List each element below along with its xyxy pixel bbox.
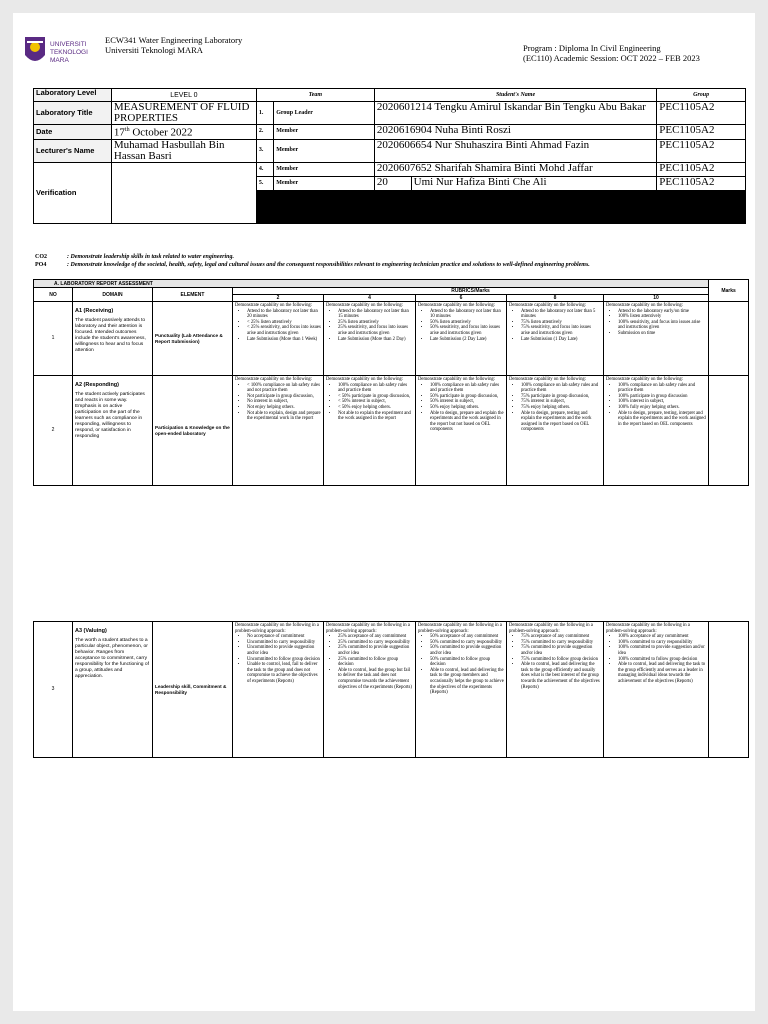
lecturer-label: Lecturer's Name <box>34 139 112 162</box>
rubric-item: • < 25% sensitivity, and focus into issues arise and instructions given <box>247 325 321 336</box>
rubric-cell <box>416 376 507 486</box>
rubric-list <box>606 383 706 428</box>
title-label: Laboratory Title <box>34 102 112 125</box>
rubric-cell <box>416 622 507 758</box>
member-id: 2020616904 <box>376 124 432 136</box>
rubric-table-2 <box>33 621 749 758</box>
member-role: Member <box>274 162 375 176</box>
rubric-intro: Demonstrate capability on the following: <box>418 303 496 308</box>
member-group: PEC1105A2 <box>657 162 746 176</box>
rubric-item: • 100% compliance on lab safety rules and practice them <box>521 383 601 394</box>
member-name: Umi Nur Hafiza Binti Che Ali <box>411 177 657 191</box>
logo-line-1: UNIVERSITI <box>50 41 87 48</box>
date-value: 17th October 2022 <box>111 125 256 140</box>
rubric-item: • 25% listen attentively <box>338 320 413 326</box>
rubric-item: • 25% acceptance of any commitment <box>338 634 413 640</box>
rubric-intro: Demonstrate capability on the following: <box>606 303 684 308</box>
rubric-item: • Attend to the laboratory early/on time <box>618 309 706 315</box>
rubric-table-1 <box>33 279 749 486</box>
rubric-item: • 75% committed to provide suggestion and/or idea <box>521 645 601 656</box>
rubric-item: • 100% participate in group discussion <box>618 394 706 400</box>
member-id-name <box>374 139 656 162</box>
rubric-intro: Demonstrate capability on the following: <box>235 377 313 382</box>
rubric-item: • 100% listen attentively <box>618 314 706 320</box>
rubric-cell <box>507 622 604 758</box>
team-header: Team <box>256 89 374 102</box>
rubric-cell <box>416 302 507 376</box>
member-group: PEC1105A2 <box>657 139 746 162</box>
rubric-intro: Demonstrate capability on the following: <box>606 377 684 382</box>
rubric-item: • 75% interest in subject, <box>521 399 601 405</box>
rubric-cell <box>233 376 324 486</box>
element-cell: Participation & Knowledge on the open-ended laboratory <box>153 376 233 486</box>
logo-line-3: MARA <box>50 57 69 64</box>
student-name-header: Student's Name <box>374 89 656 102</box>
rubric-list <box>418 309 504 343</box>
member-role: Group Leader <box>274 102 375 125</box>
rubric-item: • 100% committed to follow group decision <box>618 657 706 663</box>
rubric-item: • 100% committed to carry responsibility <box>618 640 706 646</box>
member-name: Tengku Amirul Iskandar Bin Tengku Abu Bakar <box>434 101 646 113</box>
rubric-intro: Demonstrate capability on the following in a problem-solving approach: <box>235 623 319 634</box>
rubric-item: • 100% interest in subject, <box>618 399 706 405</box>
university-name: Universiti Teknologi MARA <box>105 45 203 55</box>
rubric-item: • 100% compliance on lab safety rules and practice them <box>430 383 504 394</box>
row-number: 1 <box>34 302 73 376</box>
header-right <box>523 43 700 63</box>
rubric-item: • 50% sensitivity, and focus into issues arise and instructions given <box>430 325 504 336</box>
rubric-item: • Able to design, prepare, testing, interpret and explain the experiments and the work assigned in the report based on OEL components <box>618 411 706 428</box>
section-title: A. LABORATORY REPORT ASSESSMENT <box>34 280 709 288</box>
member-role: Member <box>274 125 375 140</box>
lab-name: ECW341 Water Engineering Laboratory <box>105 35 243 45</box>
domain-cell <box>73 302 153 376</box>
level-label: Laboratory Level <box>34 89 112 102</box>
date-label: Date <box>34 125 112 140</box>
rubric-item: • Late Submission (2 Day Late) <box>430 337 504 343</box>
rubric-item: • No acceptance of commitment <box>247 634 321 640</box>
member-id-name <box>374 102 656 125</box>
rubric-item: • Uncommitted to provide suggestion and/or idea <box>247 645 321 656</box>
rubric-item: • 25% committed to carry responsibility <box>338 640 413 646</box>
rubric-cell <box>507 302 604 376</box>
rubric-list <box>326 309 413 343</box>
member-id: 20 <box>374 177 411 191</box>
verification-label: Verification <box>34 162 112 223</box>
rubric-item: • 25% committed to provide suggestion and/or idea <box>338 645 413 656</box>
rubric-item: • Not participate in group discussion, <box>247 394 321 400</box>
rubric-intro: Demonstrate capability on the following in a problem-solving approach: <box>606 623 690 634</box>
domain-title: A2 (Responding) <box>75 382 119 388</box>
rubric-item: • < 100% compliance on lab safety rules and not practice them <box>247 383 321 394</box>
rubric-item: • Not able to explain the experiment and the work assigned in the report <box>338 411 413 422</box>
domain-title: A1 (Receiving) <box>75 308 114 314</box>
element-cell: Punctuality (Lab Attendance & Report Submission) <box>153 302 233 376</box>
group-header: Group <box>657 89 746 102</box>
rubric-cell <box>233 622 324 758</box>
rubric-item: • Late Submission (1 Day Late) <box>521 337 601 343</box>
rubric-item: • 75% listen attentively <box>521 320 601 326</box>
rubric-cell <box>233 302 324 376</box>
rubric-row <box>34 302 749 376</box>
rubric-intro: Demonstrate capability on the following in a problem-solving approach: <box>326 623 410 634</box>
rubric-list <box>326 634 413 690</box>
rubric-item: • 50% committed to follow group decision <box>430 657 504 668</box>
rubric-cell <box>507 376 604 486</box>
domain-description: The student passively attends to laboratory and their attention is focused. Intended outcomes include the student's awareness, willingness to hear and to focus attention <box>75 317 146 353</box>
rubric-item: • < 25% listen attentively <box>247 320 321 326</box>
rubric-item: • 50% committed to carry responsibility <box>430 640 504 646</box>
rubric-item: • Attend to the laboratory not later than 15 minutes <box>338 309 413 320</box>
domain-title: A3 (Valuing) <box>75 628 107 634</box>
member-group: PEC1105A2 <box>657 125 746 140</box>
rubric-list <box>418 634 504 696</box>
rubric-item: • 75% committed to carry responsibility <box>521 640 601 646</box>
rubric-list <box>235 309 321 343</box>
rubric-cell <box>604 376 709 486</box>
rubric-cell <box>324 622 416 758</box>
rubric-item: • < 50% interest in subject, <box>338 399 413 405</box>
rubric-intro: Demonstrate capability on the following in a problem-solving approach: <box>509 623 593 634</box>
outcome-co2: CO2 : Demonstrate leadership skills in task related to water engineering. <box>35 254 235 260</box>
rubric-cell <box>324 376 416 486</box>
member-name: Nuha Binti Roszi <box>434 124 511 136</box>
rubric-item: • 50% listen attentively <box>430 320 504 326</box>
rubric-item: • < 50% participate in group discussion, <box>338 394 413 400</box>
rubric-intro: Demonstrate capability on the following: <box>326 377 404 382</box>
rubric-intro: Demonstrate capability on the following: <box>509 377 587 382</box>
rubric-item: • No interest in subject, <box>247 399 321 405</box>
rubrics-header: RUBRICS/Marks <box>233 288 709 295</box>
row-number: 3 <box>34 622 73 758</box>
member-id-name <box>374 162 656 176</box>
rubric-item: • Late Submission (More than 2 Day) <box>338 337 413 343</box>
member-role: Member <box>274 177 375 191</box>
rubric-item: • Uncommitted to follow group decision <box>247 657 321 663</box>
rubric-list <box>606 309 706 337</box>
rubric-item: • Unable to control, lead, fail to deliver the task to the group and does not compromise to achieve the objectives of experiments (Reports) <box>247 662 321 684</box>
outcome-po4: PO4 : Demonstrate knowledge of the societal, health, safety, legal and cultural issues and the consequent responsibilities relevant to engineering technician practice and solutions to well-defined engineering problems. <box>35 262 590 268</box>
score-header: 4 <box>324 295 416 302</box>
member-name: Nur Shuhaszira Binti Ahmad Fazin <box>434 138 590 151</box>
rubric-cell <box>604 302 709 376</box>
logo-line-2: TEKNOLOGI <box>50 49 88 56</box>
rubric-item: • Able to design, prepare, testing and explain the experiments and the work assigned in the report based on OEL components <box>521 411 601 433</box>
rubric-item: • Able to design, prepare and explain the experiments and the work assigned in the report but not based on OEL components <box>430 411 504 433</box>
header-left <box>105 35 242 55</box>
level-value: LEVEL 0 <box>111 89 256 102</box>
lecturer-value: Muhamad Hasbullah Bin Hassan Basri <box>111 139 256 162</box>
rubric-list <box>235 634 321 684</box>
rubric-item: • Attend to the laboratory not later than 10 minutes <box>430 309 504 320</box>
rubric-list <box>235 383 321 422</box>
rubric-intro: Demonstrate capability on the following: <box>235 303 313 308</box>
rubric-item: • Not able to explain, design and prepare the experimental work in the report <box>247 411 321 422</box>
member-id: 2020607652 <box>376 161 432 174</box>
member-role: Member <box>274 139 375 162</box>
rubric-item: • Able to control, lead and delivering the task to the group efficiently and serves as a leader in managing individual ideas towards the achievement of the objectives (Reports) <box>618 662 706 684</box>
member-no: 4. <box>256 162 273 176</box>
rubric-item: • 25% sensitivity, and focus into issues arise and instructions given <box>338 325 413 336</box>
rubric-item: • 75% participate in group discussion, <box>521 394 601 400</box>
member-id: 2020606654 <box>376 138 432 151</box>
score-header: 2 <box>233 295 324 302</box>
member-name: Sharifah Shamira Binti Mohd Jaffar <box>434 161 593 174</box>
rubric-item: • Able to control, lead and delivering the task to the group members and occasionally helps the group to achieve the objectives of the experiments (Reports) <box>430 668 504 696</box>
rubric-item: • Submission on time <box>618 331 706 337</box>
rubric-item: • 100% fully enjoy helping others. <box>618 405 706 411</box>
document-page <box>13 13 755 1011</box>
member-id-name <box>374 125 656 140</box>
rubric-item: • 25% committed to follow group decision <box>338 657 413 668</box>
outcomes <box>35 253 743 269</box>
rubric-item: • Not enjoy helping others. <box>247 405 321 411</box>
rubric-item: • 50% acceptance of any commitment <box>430 634 504 640</box>
member-no: 2. <box>256 125 273 140</box>
rubric-item: • Late Submission (More than 1 Week) <box>247 337 321 343</box>
rubric-item: • < 50% enjoy helping others. <box>338 405 413 411</box>
academic-session: (EC110) Academic Session: OCT 2022 – FEB 2023 <box>523 53 700 63</box>
rubric-item: • 75% committed to follow group decision <box>521 657 601 663</box>
rubric-item: • 50% interest in subject, <box>430 399 504 405</box>
rubric-list <box>606 634 706 684</box>
title-value: MEASUREMENT OF FLUID PROPERTIES <box>111 102 256 125</box>
rubric-intro: Demonstrate capability on the following: <box>326 303 404 308</box>
rubric-row <box>34 622 749 758</box>
rubric-item: • 50% enjoy helping others. <box>430 405 504 411</box>
element-cell: Leadership skill, Commitment & Responsibility <box>153 622 233 758</box>
score-header: 8 <box>507 295 604 302</box>
member-id: 2020601214 <box>376 101 432 113</box>
domain-header: DOMAIN <box>73 288 153 302</box>
rubric-intro: Demonstrate capability on the following: <box>509 303 587 308</box>
domain-description: The worth a student attaches to a particular object, phenomenon, or behavior. Ranges from acceptance to commitment, carry responsibility for the functioning of a group, attitudes and appreciation. <box>75 637 149 679</box>
rubric-list <box>509 383 601 433</box>
rubric-item: • 100% compliance on lab safety rules and practice them <box>338 383 413 394</box>
rubric-intro: Demonstrate capability on the following: <box>418 377 496 382</box>
rubric-intro: Demonstrate capability on the following in a problem-solving approach: <box>418 623 502 634</box>
rubric-item: • 100% committed to provide suggestion and/or idea <box>618 645 706 656</box>
rubric-item: • 75% enjoy helping others. <box>521 405 601 411</box>
rubric-cell <box>324 302 416 376</box>
rubric-item: • Attend to the laboratory not later than 20 minutes <box>247 309 321 320</box>
member-no: 1. <box>256 102 273 125</box>
rubric-cell <box>604 622 709 758</box>
rubric-list <box>326 383 413 422</box>
rubric-list <box>418 383 504 433</box>
rubric-item: • 75% sensitivity, and focus into issues arise and instructions given <box>521 325 601 336</box>
university-logo <box>21 33 93 71</box>
domain-cell <box>73 376 153 486</box>
rubric-row <box>34 376 749 486</box>
rubric-item: • Able to control, lead the group but fail to deliver the task and does not compromise towards the achievement objectives of the experiments (Reports) <box>338 668 413 690</box>
no-header: NO <box>34 288 73 302</box>
member-no: 5. <box>256 177 273 191</box>
marks-cell[interactable] <box>709 376 749 486</box>
score-header: 6 <box>416 295 507 302</box>
member-group: PEC1105A2 <box>657 177 746 191</box>
domain-cell <box>73 622 153 758</box>
rubric-item: • 100% sensitivity, and focus into issues arise and instructions given <box>618 320 706 331</box>
marks-cell[interactable] <box>709 302 749 376</box>
redacted-block <box>256 191 745 223</box>
member-group: PEC1105A2 <box>657 102 746 125</box>
rubric-item: • Uncommitted to carry responsibility <box>247 640 321 646</box>
verification-value <box>111 162 256 223</box>
domain-description: The student actively participates and reacts in some way. Emphasis is on active participation on the part of the learners such as compliance in responding, willingness to respond, or satisfaction in responding <box>75 391 145 439</box>
rubric-item: • 50% participate in group discussion, <box>430 394 504 400</box>
rubric-item: • 75% acceptance of any commitment <box>521 634 601 640</box>
rubric-item: • Able to control, lead and delivering the task to the group efficiently and usually does what is the best interest of the group towards the achievement of the objectives (Reports) <box>521 662 601 690</box>
rubric-list <box>509 309 601 343</box>
program: Program : Diploma In Civil Engineering <box>523 43 661 53</box>
member-no: 3. <box>256 139 273 162</box>
rubric-item: • 100% compliance on lab safety rules and practice them <box>618 383 706 394</box>
lab-info-table <box>33 88 746 224</box>
element-header: ELEMENT <box>153 288 233 302</box>
rubric-item: • Attend to the laboratory not later than 5 minutes <box>521 309 601 320</box>
marks-cell[interactable] <box>709 622 749 758</box>
score-header: 10 <box>604 295 709 302</box>
rubric-item: • 50% committed to provide suggestion and/or idea <box>430 645 504 656</box>
marks-header: Marks <box>709 280 749 302</box>
rubric-list <box>509 634 601 690</box>
rubric-item: • 100% acceptance of any commitment <box>618 634 706 640</box>
row-number: 2 <box>34 376 73 486</box>
